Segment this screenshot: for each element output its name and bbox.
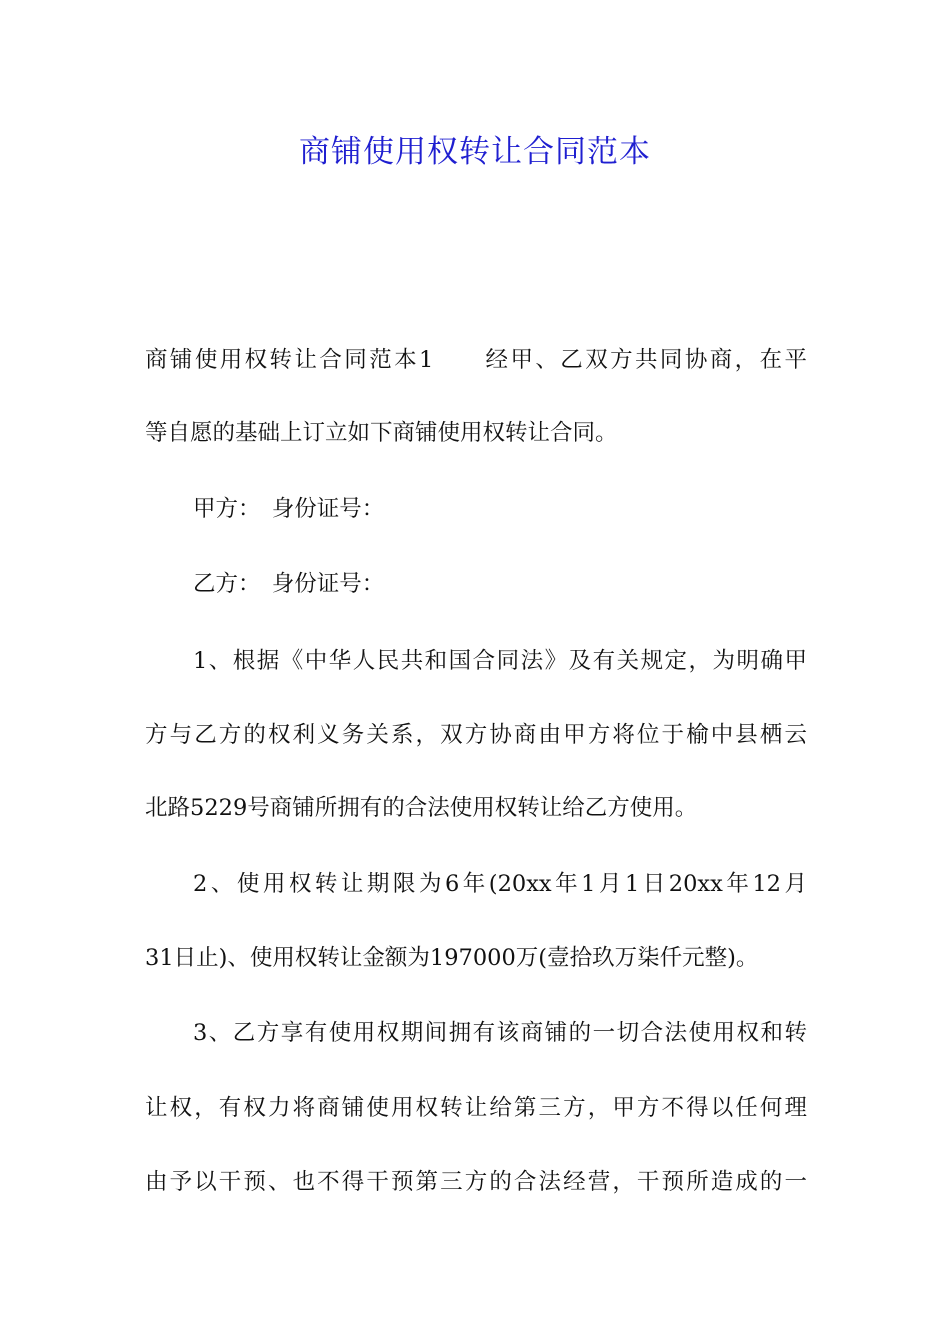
clause-3-line: 让权，有权力将商铺使用权转让给第三方，甲方不得以任何理	[145, 1095, 807, 1121]
clause-3-line: 3、乙方享有使用权期间拥有该商铺的一切合法使用权和转	[193, 1020, 807, 1046]
clause-1-line: 北路5229号商铺所拥有的合法使用权转让给乙方使用。	[145, 795, 698, 821]
clause-1-line: 方与乙方的权利义务关系，双方协商由甲方将位于榆中县栖云	[145, 722, 807, 748]
clause-3-line: 由予以干预、也不得干预第三方的合法经营，干预所造成的一	[145, 1169, 807, 1195]
paragraph-line: 商铺使用权转让合同范本1 经甲、乙双方共同协商，在平	[145, 347, 807, 373]
document-title: 商铺使用权转让合同范本	[299, 134, 651, 170]
party-b-line: 乙方： 身份证号：	[193, 571, 385, 597]
party-a-line: 甲方： 身份证号：	[193, 496, 385, 522]
paragraph-line: 等自愿的基础上订立如下商铺使用权转让合同。	[145, 420, 618, 446]
clause-1-line: 1、根据《中华人民共和国合同法》及有关规定，为明确甲	[193, 648, 807, 674]
clause-2-line: 31日止)、使用权转让金额为197000万(壹拾玖万柒仟元整)。	[145, 945, 759, 971]
clause-2-line: 2、使用权转让期限为6年(20xx年1月1日20xx年12月	[193, 871, 807, 897]
